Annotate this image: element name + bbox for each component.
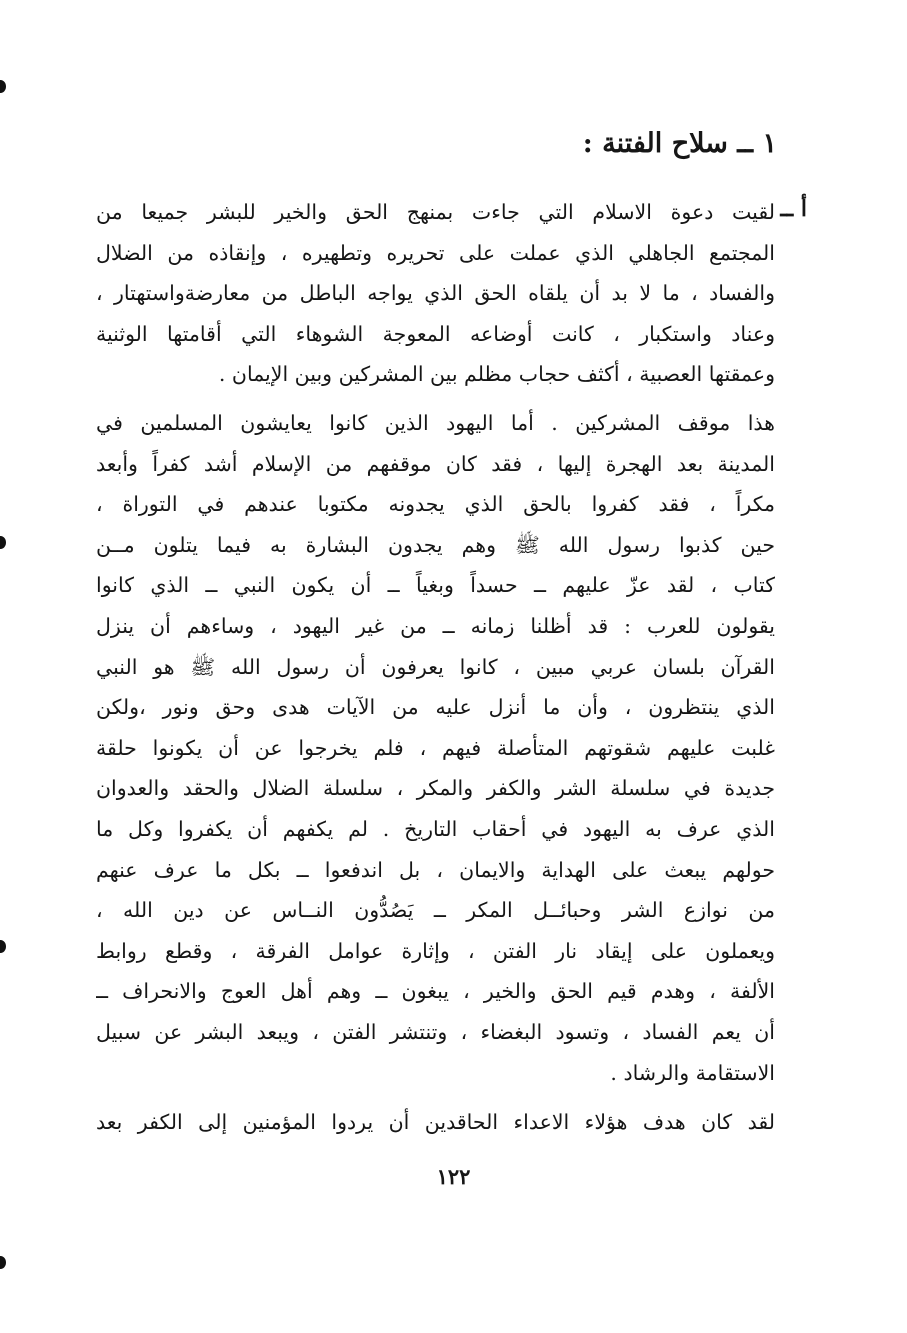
paragraph-2 bbox=[96, 403, 775, 1093]
scan-hole-mark bbox=[0, 80, 6, 93]
paragraph-line: كتاب ، لقد عزّ عليهم ــ حسداً وبغياً ــ أن يكون النبي ــ الذي كانوا bbox=[96, 573, 775, 598]
paragraph-line: الألفة ، وهدم قيم الحق والخير ، يبغون ــ وهم أهل العوج والانحراف ــ bbox=[96, 979, 775, 1004]
paragraph-line: حين كذبوا رسول الله ﷺ وهم يجدون البشارة به فيما يتلون مــن bbox=[96, 532, 775, 557]
paragraph-line: يقولون للعرب : قد أظلنا زمانه ــ من غير اليهود ، وساءهم أن ينزل bbox=[96, 613, 775, 638]
paragraph-line: المدينة بعد الهجرة إليها ، فقد كان موقفهم من الإسلام أشد كفراً وأبعد bbox=[96, 451, 775, 476]
paragraph-line: جديدة في سلسلة الشر والكفر والمكر ، سلسلة الضلال والحقد والعدوان bbox=[96, 776, 775, 801]
paragraph-3 bbox=[96, 1102, 775, 1143]
paragraph-line: وعناد واستكبار ، كانت أوضاعه المعوجة الشوهاء التي أقامتها الوثنية bbox=[96, 321, 775, 346]
paragraph-1 bbox=[96, 192, 775, 395]
paragraph-line: الذي ينتظرون ، وأن ما أنزل عليه من الآيات هدى وحق ونور ،ولكن bbox=[96, 695, 775, 720]
paragraph-line: لقيت دعوة الاسلام التي جاءت بمنهج الحق والخير للبشر جميعا من bbox=[96, 200, 775, 224]
scan-hole-mark bbox=[0, 536, 6, 549]
paragraph-line: والفساد ، ما لا بد أن يلقاه الحق الذي يواجه الباطل من معارضةواستهتار ، bbox=[96, 281, 775, 306]
item-marker: أ ــ bbox=[780, 196, 807, 222]
paragraph-line: الذي عرف به اليهود في أحقاب التاريخ . لم يكفهم أن يكفروا وكل ما bbox=[96, 816, 775, 841]
paragraph-line: المجتمع الجاهلي الذي عملت على تحريره وتطهيره ، وإنقاذه من الضلال bbox=[96, 240, 775, 265]
scan-hole-mark bbox=[0, 940, 6, 953]
section-heading: ١ ــ سلاح الفتنة : bbox=[582, 128, 777, 159]
paragraph-line: حولهم يبعث على الهداية والايمان ، بل اندفعوا ــ بكل ما عرف عنهم bbox=[96, 857, 775, 882]
paragraph-line: لقد كان هدف هؤلاء الاعداء الحاقدين أن يردوا المؤمنين إلى الكفر بعد bbox=[96, 1110, 775, 1134]
paragraph-line: الاستقامة والرشاد . bbox=[610, 1060, 775, 1085]
scan-hole-mark bbox=[0, 1256, 6, 1269]
paragraph-line: مكراً ، فقد كفروا بالحق الذي يجدونه مكتوبا عندهم في التوراة ، bbox=[96, 492, 775, 517]
paragraph-line: القرآن بلسان عربي مبين ، كانوا يعرفون أن رسول الله ﷺ هو النبي bbox=[96, 654, 775, 679]
paragraph-line: ويعملون على إيقاد نار الفتن ، وإثارة عوامل الفرقة ، وقطع روابط bbox=[96, 938, 775, 963]
paragraph-line: وعمقتها العصبية ، أكثف حجاب مظلم بين المشركين وبين الإيمان . bbox=[218, 362, 775, 387]
paragraph-line: أن يعم الفساد ، وتسود البغضاء ، وتنتشر الفتن ، ويبعد البشر عن سبيل bbox=[96, 1019, 775, 1044]
paragraph-line: من نوازع الشر وحبائــل المكر ــ يَصُدُّون النــاس عن دين الله ، bbox=[96, 898, 775, 923]
paragraph-line: غلبت عليهم شقوتهم المتأصلة فيهم ، فلم يخرجوا عن أن يكونوا حلقة bbox=[96, 735, 775, 760]
page-number: ١٢٢ bbox=[436, 1164, 471, 1189]
paragraph-line: هذا موقف المشركين . أما اليهود الذين كانوا يعايشون المسلمين في bbox=[96, 411, 775, 435]
